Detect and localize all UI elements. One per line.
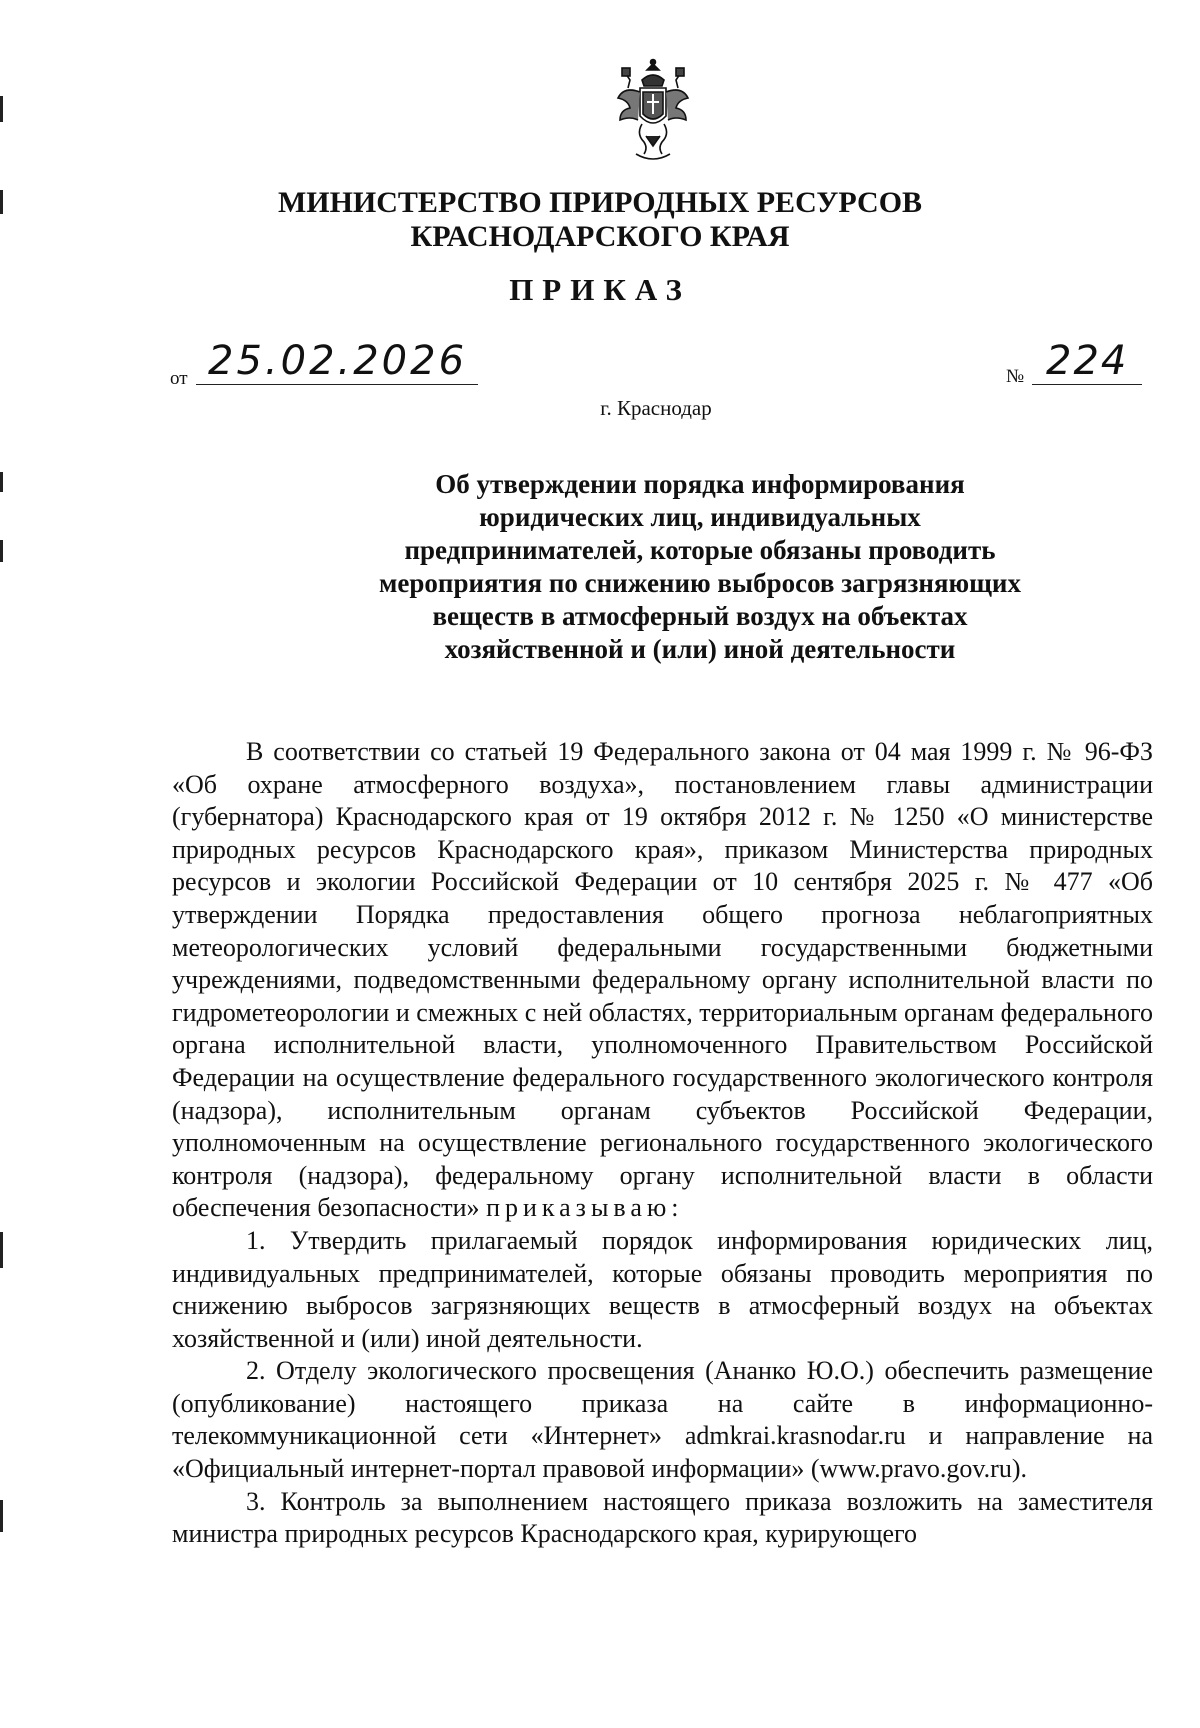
title-line: предпринимателей, которые обязаны проводить bbox=[404, 535, 996, 565]
coat-of-arms-emblem bbox=[612, 58, 694, 164]
date-underline bbox=[196, 384, 478, 385]
preamble-text: В соответствии со статьей 19 Федерального закона от 04 мая 1999 г. № 96-ФЗ «Об охране атмосферного воздуха», постановлением главы администрации (губернатора) Краснодарского края от 19 октября 2012 г. № 1250 «О министерстве природных ресурсов Краснодарского края», приказом Министерства природных ресурсов и экологии Российской Федерации от 10 сентября 2025 г. № 477 «Об утверждении Порядка предоставления общего прогноза неблагоприятных метеорологических условий федеральными государственными бюджетными учреждениями, подведомственными федеральному органу исполнительной власти по гидрометеорологии и смежных с ней областях, территориальным органам федерального органа исполнительной власти, уполномоченного Правительством Российской Федерации на осуществление федерального государственного экологического контроля (надзора), исполнительным органам субъектов Российской Федерации, уполномоченным на осуществление регионального государственного экологического контроля (надзора), федеральному органу исполнительной власти в области обеспечения безопасности» bbox=[172, 737, 1153, 1223]
order-item-3: 3. Контроль за выполнением настоящего приказа возложить на заместителя министра природных ресурсов Краснодарского края, курирующего bbox=[172, 1486, 1153, 1549]
scan-artifact bbox=[0, 1232, 3, 1268]
preamble-paragraph bbox=[172, 736, 1153, 1225]
document-body bbox=[172, 736, 1153, 1551]
date-prefix: от bbox=[170, 368, 188, 389]
city-label: г. Краснодар bbox=[600, 396, 712, 420]
ministry-name-line-1: МИНИСТЕРСТВО ПРИРОДНЫХ РЕСУРСОВ bbox=[277, 186, 923, 219]
scan-artifact bbox=[0, 472, 3, 492]
title-line: Об утверждении порядка информирования bbox=[435, 469, 965, 499]
number-prefix: № bbox=[1006, 366, 1025, 387]
handwritten-number: 224 bbox=[1046, 338, 1129, 384]
title-line: юридических лиц, индивидуальных bbox=[479, 502, 921, 532]
document-type-heading: ПРИКАЗ bbox=[509, 272, 691, 307]
order-word: приказываю: bbox=[486, 1193, 684, 1223]
number-underline bbox=[1032, 384, 1142, 385]
title-line: веществ в атмосферный воздух на объектах bbox=[432, 601, 968, 631]
document-title bbox=[300, 468, 1100, 666]
title-line: мероприятия по снижению выбросов загрязняющих bbox=[379, 568, 1021, 598]
scan-artifact bbox=[0, 96, 3, 122]
handwritten-date: 25.02.2026 bbox=[208, 338, 468, 384]
order-item-1: 1. Утвердить прилагаемый порядок информирования юридических лиц, индивидуальных предпринимателей, которые обязаны проводить мероприятия по снижению выбросов загрязняющих веществ в атмосферный воздух на объектах хозяйственной и (или) иной деятельности. bbox=[172, 1225, 1153, 1353]
title-line: хозяйственной и (или) иной деятельности bbox=[444, 634, 956, 664]
ministry-name-line-2: КРАСНОДАРСКОГО КРАЯ bbox=[410, 220, 790, 253]
scan-artifact bbox=[0, 1500, 3, 1532]
scan-artifact bbox=[0, 540, 3, 562]
order-item-2: 2. Отделу экологического просвещения (Ананко Ю.О.) обеспечить размещение (опубликование) настоящего приказа на сайте в информационно-телекоммуникационной сети «Интернет» admkrai.krasnodar.ru и направление на «Официальный интернет-портал правовой информации» (www.pravo.gov.ru). bbox=[172, 1356, 1153, 1484]
